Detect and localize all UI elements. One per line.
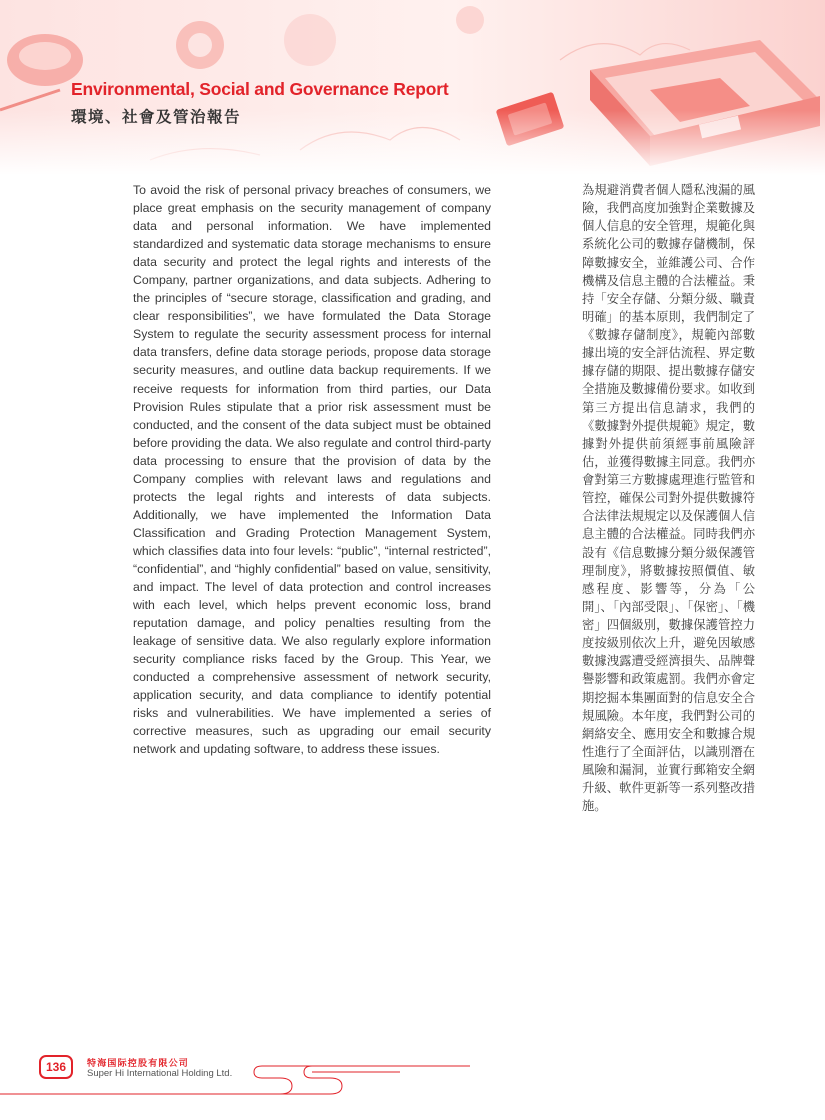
chinese-body-text: 為規避消費者個人隱私洩漏的風險，我們高度加強對企業數據及個人信息的安全管理，規範化與系統化公司的數據存儲機制，保障數據安全，並維護公司、合作機構及信息主體的合法權益。秉持「安全存儲、分類分級、職責明確」的基本原則，我們制定了《數據存儲制度》，規範內部數據出境的安全評估流程、界定數據存儲的期限、提出數據存儲安全措施及數據備份要求。如收到第三方提出信息請求，我們的《數據對外提供規範》規定，數據對外提供前須經事前風險評估，並獲得數據主同意。我們亦會對第三方數據處理進行監管和管控，確保公司對外提供數據符合法律法規規定以及保護個人信息主體的合法權益。同時我們亦設有《信息數據分類分級保護管理制度》，將數據按照價值、敏感程度、影響等，分為「公開」、「內部受限」、「保密」、「機密」四個級別，數據保護管控力度按級別依次上升，避免因敏感數據洩露遭受經濟損失、品牌聲譽影響和政策處罰。我們亦會定期挖掘本集團面對的信息安全合規風險。本年度，我們對公司的網絡安全、應用安全和數據合規性進行了全面評估，以識別潛在風險和漏洞，並實行郵箱安全網升級、軟件更新等一系列整改措施。 bbox=[582, 183, 755, 814]
report-title-english: Environmental, Social and Governance Report bbox=[71, 79, 449, 99]
english-body-text: To avoid the risk of personal privacy breaches of consumers, we place great emphasis on the security management of company data and personal information. We have implemented standardized and systematic data storage mechanisms to ensure data security and protect the legal rights and interests of the Company, partner organizations, and data subjects. Adhering to the principles of “secure storage, classification and grading, and clear responsibilities”, we have formulated the Data Storage System to regulate the security assessment process for internal data transfers, define data storage periods, propose data storage security measures, and outline data backup requirements. If we receive requests for information from third parties, our Data Provision Rules stipulate that a prior risk assessment must be conducted, and the consent of the data subject must be obtained before providing the data. We also regulate and control third-party data processing to ensure that the provision of data by the Company complies with relevant laws and regulations and protects the legal rights and interests of data subjects. Additionally, we have implemented the Information Data Classification and Grading Protection Management System, which classifies data into four levels: “public”, “internal restricted”, “confidential”, and “highly confidential” based on value, sensitivity, and impact. The level of data protection and control increases with each level, which helps prevent economic loss, brand reputation damage, and policy penalties resulting from the leakage of sensitive data. We also regularly explore information security compliance risks faced by the Group. This Year, we conducted a comprehensive assessment of network security, application security, and data compliance to identify potential risks and vulnerabilities. We have implemented a series of corrective measures, such as upgrading our email security network and updating software, to address these issues. bbox=[133, 183, 491, 757]
header-banner bbox=[0, 0, 825, 175]
company-name-english: Super Hi International Holding Ltd. bbox=[87, 1068, 233, 1079]
page-number: 136 bbox=[39, 1055, 73, 1079]
report-title-chinese: 環境、社會及管治報告 bbox=[71, 109, 242, 126]
company-name-chinese: 特海国际控股有限公司 bbox=[87, 1058, 190, 1068]
